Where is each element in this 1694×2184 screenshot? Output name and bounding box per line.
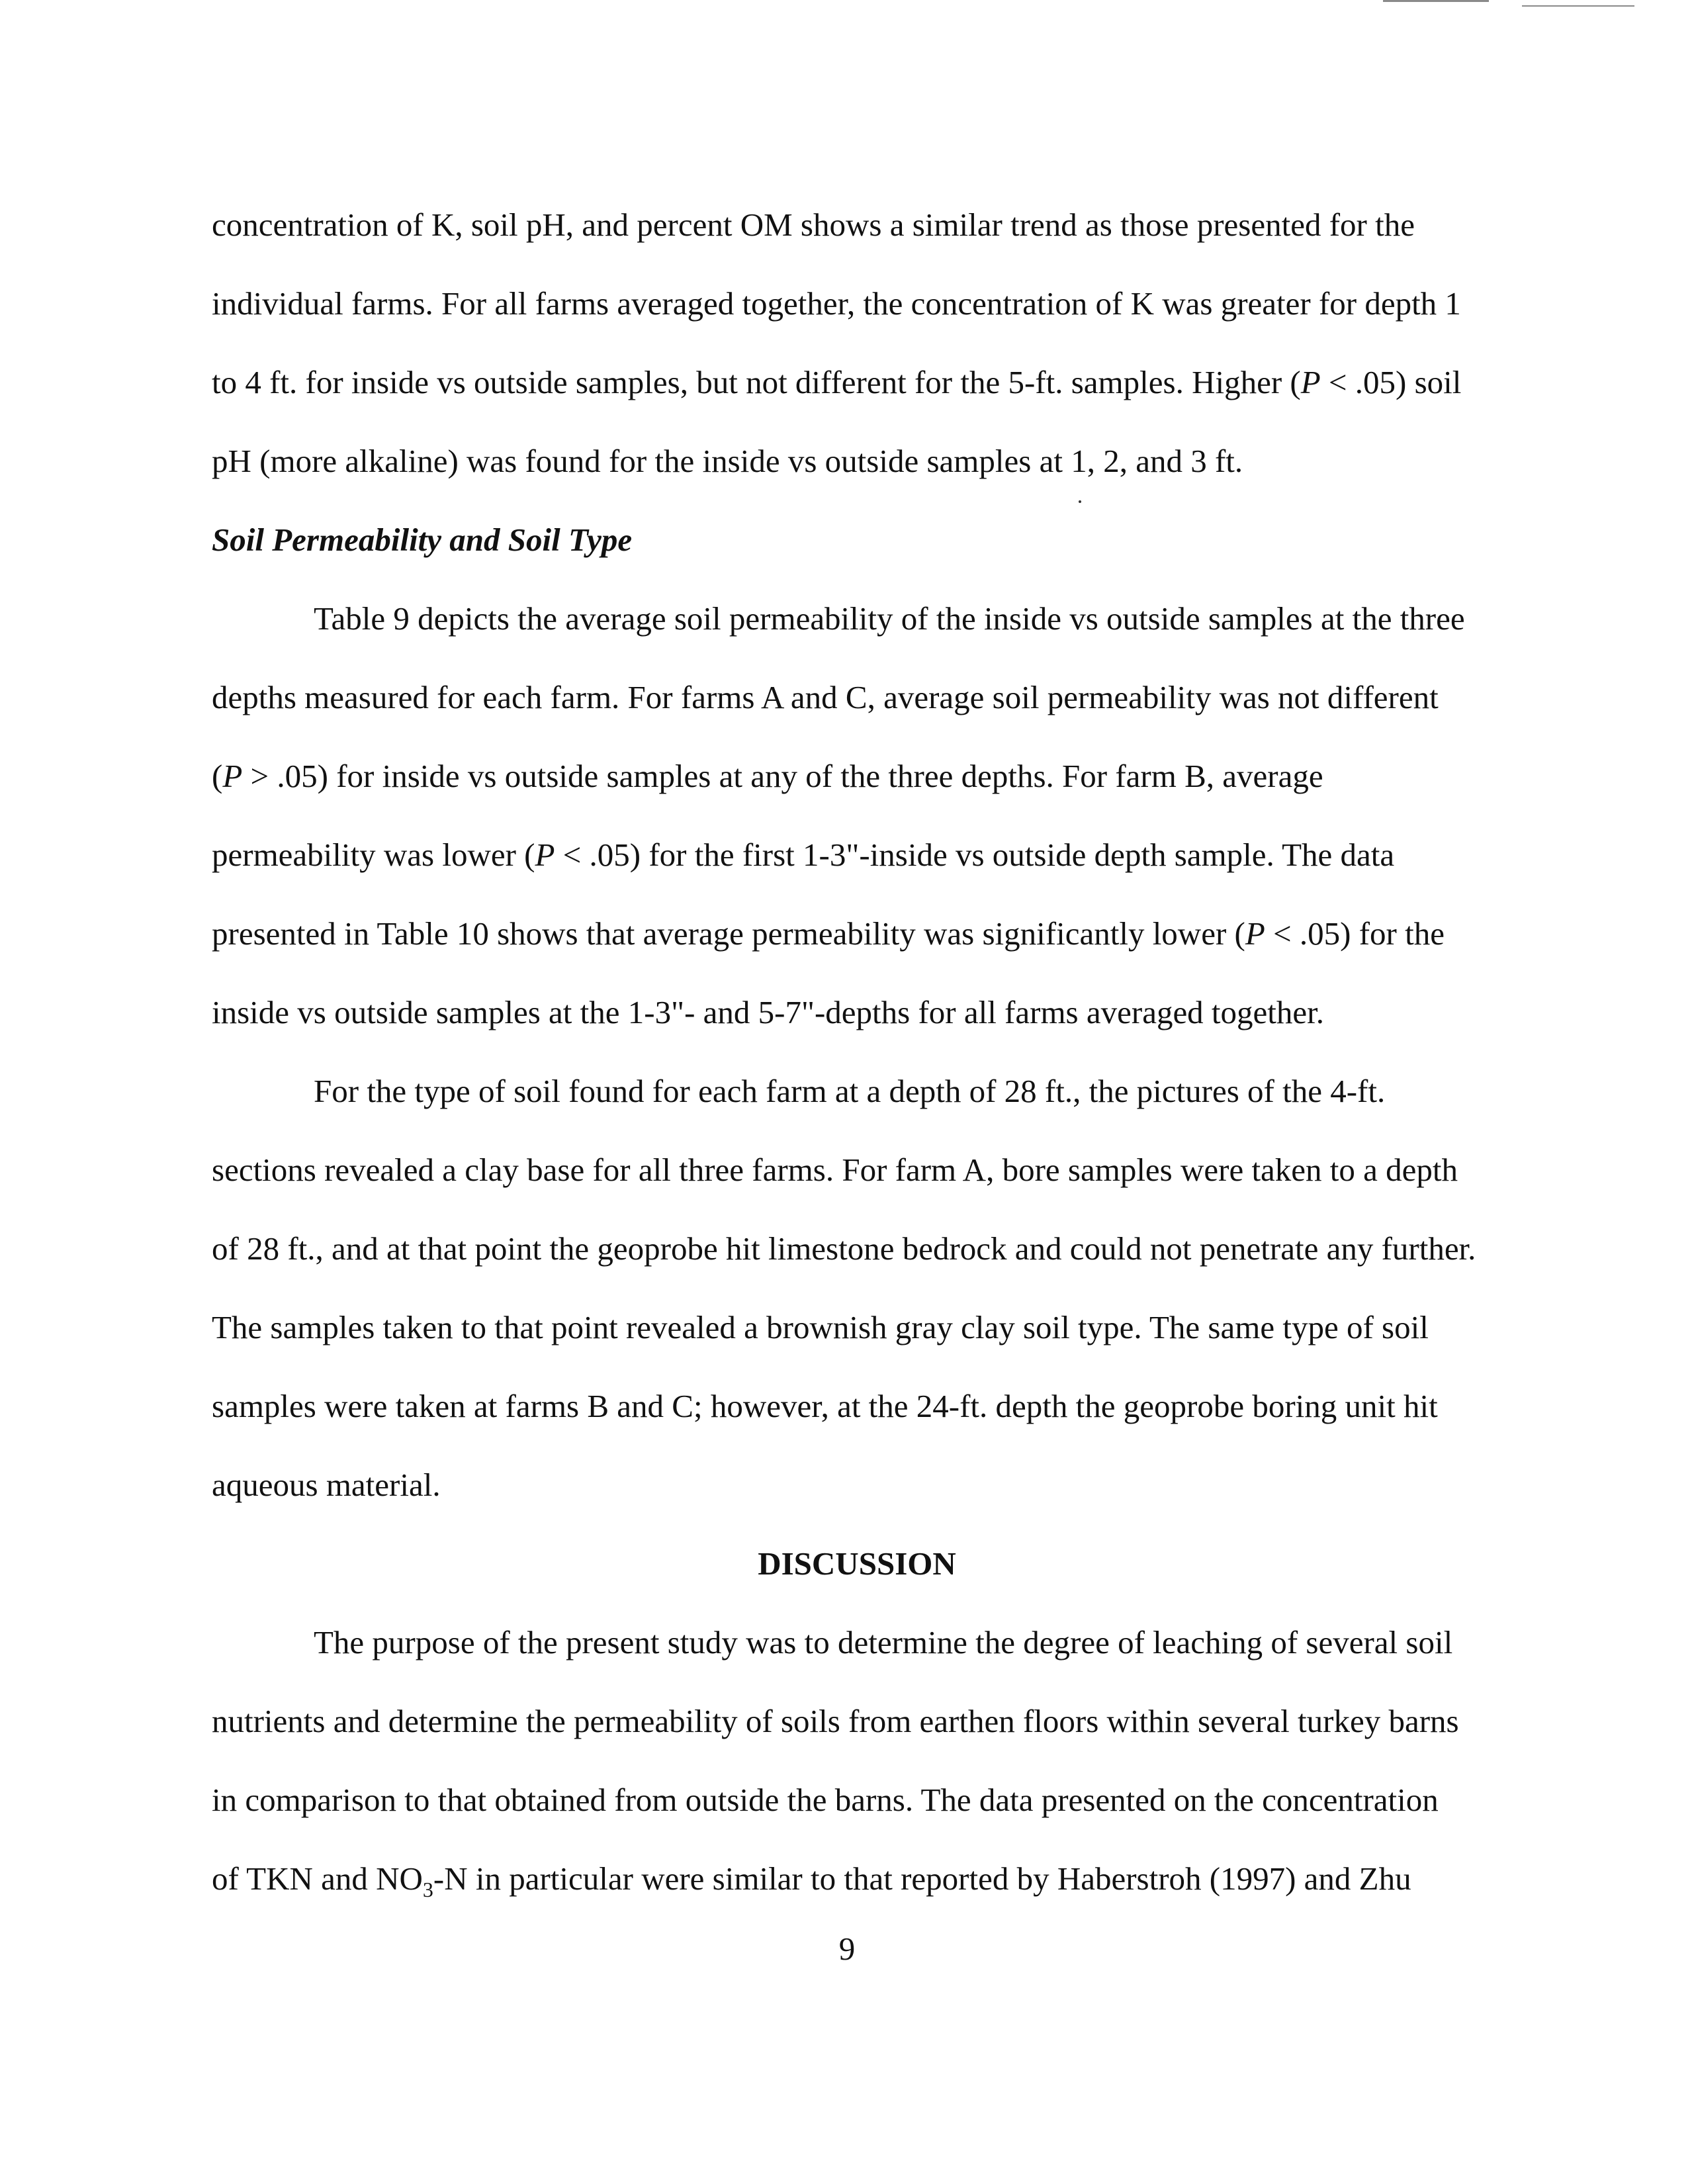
body-line: concentration of K, soil pH, and percent OM shows a similar trend as those presented for the — [212, 206, 1415, 243]
body-line: (P > .05) for inside vs outside samples at any of the three depths. For farm B, average — [212, 758, 1323, 794]
body-line: nutrients and determine the permeability of soils from earthen floors within several turkey barns — [212, 1703, 1459, 1739]
body-line: permeability was lower (P < .05) for the first 1-3"-inside vs outside depth sample. The data — [212, 837, 1395, 873]
section-subheading: Soil Permeability and Soil Type — [212, 522, 633, 558]
body-line: For the type of soil found for each farm at a depth of 28 ft., the pictures of the 4-ft. — [314, 1073, 1386, 1109]
body-line: Table 9 depicts the average soil permeability of the inside vs outside samples at the three — [314, 600, 1465, 637]
body-line: aqueous material. — [212, 1467, 441, 1503]
body-line: to 4 ft. for inside vs outside samples, but not different for the 5-ft. samples. Higher (P < .05) soil — [212, 364, 1462, 400]
section-heading: DISCUSSION — [758, 1545, 956, 1582]
body-line: individual farms. For all farms averaged together, the concentration of K was greater for depth 1 — [212, 285, 1461, 322]
body-line: presented in Table 10 shows that average permeability was significantly lower (P < .05) for the — [212, 915, 1445, 952]
body-line: in comparison to that obtained from outside the barns. The data presented on the concentration — [212, 1782, 1439, 1818]
body-line: pH (more alkaline) was found for the inside vs outside samples at 1, 2, and 3 ft. — [212, 443, 1243, 479]
scan-edge-line — [1383, 0, 1489, 2]
scan-edge-line — [1522, 5, 1634, 7]
body-line: of 28 ft., and at that point the geoprobe hit limestone bedrock and could not penetrate any further. — [212, 1230, 1476, 1267]
body-line: sections revealed a clay base for all three farms. For farm A, bore samples were taken to a depth — [212, 1152, 1458, 1188]
body-line: samples were taken at farms B and C; however, at the 24-ft. depth the geoprobe boring unit hit — [212, 1388, 1438, 1424]
page-number: 9 — [838, 1931, 856, 1967]
body-line: of TKN and $NO_3-N$ in particular were similar to that reported by Haberstroh (1997) and Zhu — [212, 1860, 1411, 1901]
document-page — [212, 185, 1502, 1918]
body-line: depths measured for each farm. For farms A and C, average soil permeability was not different — [212, 679, 1439, 715]
body-line: The samples taken to that point revealed a brownish gray clay soil type. The same type of soil — [212, 1309, 1429, 1345]
body-line: inside vs outside samples at the 1-3"- and 5-7"-depths for all farms averaged together. — [212, 994, 1325, 1030]
body-line: The purpose of the present study was to determine the degree of leaching of several soil — [314, 1624, 1453, 1661]
